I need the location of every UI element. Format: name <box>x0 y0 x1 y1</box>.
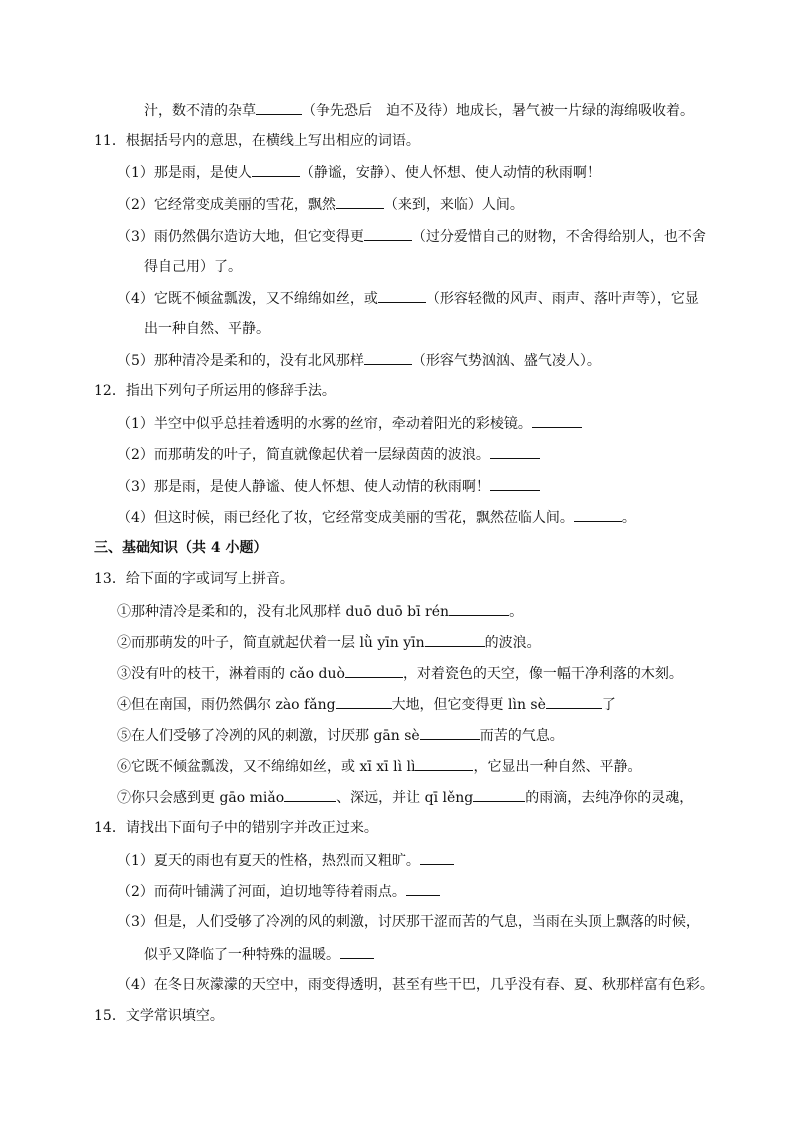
answer-blank[interactable] <box>420 850 454 865</box>
answer-blank[interactable] <box>256 100 302 115</box>
question-12-heading: 12．指出下列句子所运用的修辞手法。 <box>94 383 336 399</box>
text-segment: 似乎又降临了一种特殊的温暖。 <box>144 947 340 963</box>
answer-blank[interactable] <box>336 694 392 709</box>
question-11-item-4-cont: 出一种自然、平静。 <box>144 321 270 337</box>
text-segment: ②而那萌发的叶子，简直就起伏着一层 lǜ yīn yīn <box>117 635 425 651</box>
text-segment: 、深远，并让 qī lěng <box>336 790 474 806</box>
text-segment: （形容轻微的风声、雨声、落叶声等），它显 <box>425 291 699 307</box>
question-14-item-2 <box>117 881 440 902</box>
answer-blank[interactable] <box>284 787 336 802</box>
answer-blank[interactable] <box>574 507 622 522</box>
question-11-item-5 <box>117 350 601 371</box>
answer-blank[interactable] <box>420 725 480 740</box>
text-segment: 的雨滴，去纯净你的灵魂， <box>525 790 694 806</box>
question-13-item-7 <box>117 787 693 808</box>
question-11-item-1 <box>117 162 601 183</box>
text-segment: ⑦你只会感到更 gāo miǎo <box>117 790 285 806</box>
question-12-item-4 <box>117 507 636 528</box>
text-segment: （3）那是雨，是使人静谧、使人怀想、使人动情的秋雨啊！ <box>117 479 490 495</box>
question-10-continuation <box>144 100 694 121</box>
text-segment: ⑤在人们受够了冷冽的风的刺激，讨厌那 gān sè <box>117 728 420 744</box>
answer-blank[interactable] <box>532 413 582 428</box>
text-segment: ⑥它既不倾盆瓢泼，又不绵绵如丝，或 xī xī lì lì <box>117 759 416 775</box>
text-segment: （2）它经常变成美丽的雪花，飘然 <box>117 197 336 213</box>
answer-blank[interactable] <box>345 663 403 678</box>
question-11-item-3 <box>117 226 706 247</box>
text-segment: （来到，来临）人间。 <box>383 197 524 213</box>
text-segment: （5）那种清冷是柔和的，没有北风那样 <box>117 353 364 369</box>
question-11-item-3-cont: 得自己用）了。 <box>144 259 242 275</box>
question-13-item-2 <box>117 632 541 653</box>
text-segment: 了 <box>601 697 616 713</box>
question-13-heading: 13．给下面的字或词写上拼音。 <box>94 571 294 587</box>
text-segment: 汁，数不清的杂草 <box>144 103 256 119</box>
text-segment: ④但在南国，雨仍然偶尔 zào fǎng <box>117 697 336 713</box>
answer-blank[interactable] <box>336 194 384 209</box>
text-segment: （争先恐后 迫不及待）地成长，暑气被一片绿的海绵吸收着。 <box>302 103 694 119</box>
question-11-item-4 <box>117 288 699 309</box>
question-15-heading: 15．文学常识填空。 <box>94 1008 224 1024</box>
text-segment: （静谧，安静）、使人怀想、使人动情的秋雨啊！ <box>299 165 601 181</box>
answer-blank[interactable] <box>449 601 509 616</box>
question-12-item-1 <box>117 413 582 434</box>
answer-blank[interactable] <box>378 288 426 303</box>
answer-blank[interactable] <box>340 944 374 959</box>
answer-blank[interactable] <box>252 162 300 177</box>
text-segment: （1）夏天的雨也有夏天的性格，热烈而又粗旷。 <box>117 853 420 869</box>
text-segment: 大地，但它变得更 lìn sè <box>391 697 546 713</box>
text-segment: （2）而荷叶铺满了河面，迫切地等待着雨点。 <box>117 884 406 900</box>
answer-blank[interactable] <box>364 226 412 241</box>
question-13-item-3 <box>117 663 683 684</box>
text-segment: 。 <box>509 604 524 620</box>
answer-blank[interactable] <box>415 756 473 771</box>
text-segment: （过分爱惜自己的财物，不舍得给别人，也不舍 <box>411 229 706 245</box>
question-12-item-2 <box>117 444 540 465</box>
text-segment: ③没有叶的枝干，淋着雨的 cǎo duò <box>117 666 345 682</box>
text-segment: ①那种清冷是柔和的，没有北风那样 duō duō bī rén <box>117 604 450 620</box>
text-segment: 而苦的气息。 <box>479 728 564 744</box>
question-13-item-4 <box>117 694 616 715</box>
answer-blank[interactable] <box>364 350 412 365</box>
text-segment: ，对着瓷色的天空，像一幅干净利落的木刻。 <box>402 666 683 682</box>
text-segment: （4）但这时候，雨已经化了妆，它经常变成美丽的雪花，飘然莅临人间。 <box>117 510 574 526</box>
text-segment: 。 <box>621 510 636 526</box>
text-segment: 的波浪。 <box>484 635 541 651</box>
section-3-heading: 三、基础知识（共 4 小题） <box>94 540 268 556</box>
answer-blank[interactable] <box>490 444 540 459</box>
answer-blank[interactable] <box>406 881 440 896</box>
question-13-item-1 <box>117 601 523 622</box>
text-segment: （1）半空中似乎总挂着透明的水雾的丝帘，牵动着阳光的彩棱镜。 <box>117 416 532 432</box>
text-segment: ，它显出一种自然、平静。 <box>473 759 642 775</box>
answer-blank[interactable] <box>473 787 525 802</box>
question-14-heading: 14．请找出下面句子中的错别字并改正过来。 <box>94 820 378 836</box>
question-14-item-1 <box>117 850 454 871</box>
question-12-item-3 <box>117 476 540 497</box>
question-13-item-6 <box>117 756 641 777</box>
text-segment: （形容气势汹汹、盛气凌人）。 <box>411 353 601 369</box>
text-segment: （2）而那萌发的叶子，简直就像起伏着一层绿茵茵的波浪。 <box>117 447 490 463</box>
text-segment: （3）雨仍然偶尔造访大地，但它变得更 <box>117 229 364 245</box>
question-14-item-4: （4）在冬日灰濛濛的天空中，雨变得透明，甚至有些干巴，几乎没有春、夏、秋那样富有色彩。 <box>117 977 714 993</box>
question-14-item-3: （3）但是，人们受够了冷冽的风的刺激，讨厌那干涩而苦的气息，当雨在头顶上飘落的时候， <box>117 914 700 930</box>
answer-blank[interactable] <box>546 694 602 709</box>
text-segment: （1）那是雨，是使人 <box>117 165 252 181</box>
question-11-heading: 11．根据括号内的意思，在横线上写出相应的词语。 <box>94 133 420 149</box>
text-segment: （4）它既不倾盆瓢泼，又不绵绵如丝，或 <box>117 291 378 307</box>
answer-blank[interactable] <box>490 476 540 491</box>
answer-blank[interactable] <box>425 632 485 647</box>
question-14-item-3-cont <box>144 944 374 965</box>
question-11-item-2 <box>117 194 524 215</box>
question-13-item-5 <box>117 725 564 746</box>
